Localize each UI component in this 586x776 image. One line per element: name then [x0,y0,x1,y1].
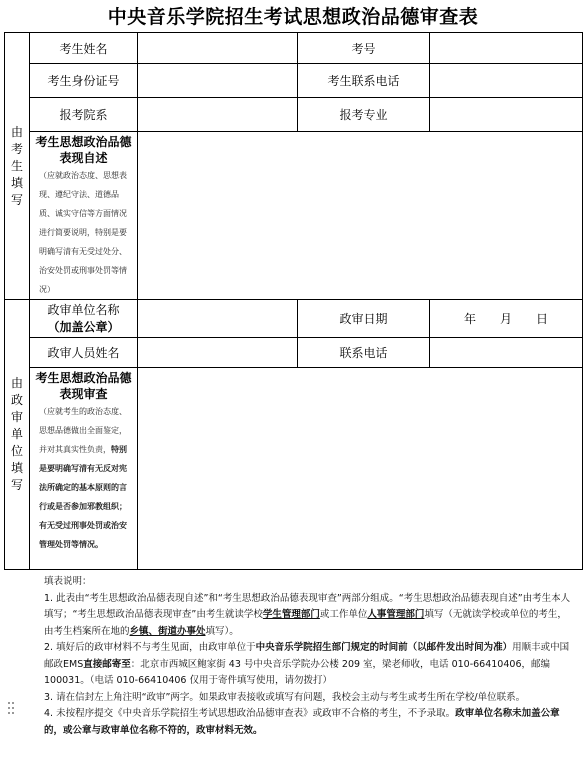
review-title: 考生思想政治品德表现审查 [35,371,132,401]
instruction-4: 4. 未按程序提交《中央音乐学院招生考试思想政治品德审查表》或政审不合格的考生，不予录取。政审单位名称未加盖公章的，或公章与政审单位名称不符的，政审材料无效。 [44,708,560,736]
dept-label: 报考院系 [30,98,138,132]
review-hint: （应就考生的政治态度、思想品德做出全面鉴定，并对其真实性负责，特别是要明确写清有无反对宪法所确定的基本原则的言行或是否参加邪教组织；有无受过刑事处罚或治安管理处罚等情况。 [39,407,127,549]
name-label: 考生姓名 [30,33,138,64]
section2-side-label: 由 政 审 单 位 填 写 [5,300,30,570]
form-title: 中央音乐学院招生考试思想政治品德审查表 [107,6,479,28]
person-field[interactable] [138,338,298,368]
review-field[interactable] [138,368,583,570]
instructions [44,574,574,739]
statement-field[interactable] [138,132,583,300]
instruction-3: 3. 请在信封左上角注明“政审”两字。如果政审表接收或填写有问题，我校会主动与考生或考生所在学校/单位联系。 [44,691,526,703]
statement-hint: （应就政治态度、思想表现、遵纪守法、道德品质、诚实守信等方面情况进行简要说明，特别是要明确写清有无受过处分、治安处罚或刑事处罚等情况） [39,171,127,294]
phone-label: 考生联系电话 [298,64,430,98]
dept-field[interactable] [138,98,298,132]
id-label: 考生身份证号 [30,64,138,98]
exam-no-label: 考号 [298,33,430,64]
review-label-cell [30,368,138,570]
exam-no-field[interactable] [430,33,583,64]
instructions-heading: 填表说明： [44,576,92,587]
unit-label-cell [30,300,138,338]
unit-field[interactable] [138,300,298,338]
unit-seal-note: （加盖公章） [47,319,120,334]
major-label: 报考专业 [298,98,430,132]
phone-field[interactable] [430,64,583,98]
contact-field[interactable] [430,338,583,368]
name-field[interactable] [138,33,298,64]
review-form-table [4,32,583,570]
id-field[interactable] [138,64,298,98]
statement-title: 考生思想政治品德表现自述 [35,135,132,165]
instruction-2: 2. 填好后的政审材料不与考生见面，由政审单位于中央音乐学院招生部门规定的时间前（以邮件发出时间为准）用顺丰或中国邮政EMS直接邮寄至：北京市西城区鲍家街 43 号中央音乐学院办公楼 209 室，梁老师收，电话 010-66410406，邮编 100031。（电话 010-66410406 仅用于寄件填写使用，请勿拨打） [44,642,570,686]
unit-label: 政审单位名称 [47,302,120,317]
date-field[interactable]: 年 月 日 [430,300,583,338]
instruction-1: 1. 此表由“考生思想政治品德表现自述”和“考生思想政治品德表现审查”两部分组成。“考生思想政治品德表现自述”由考生本人填写；“考生思想政治品德表现审查”由考生就读学校学生管理部门或工作单位人事管理部门填写（无就读学校或单位的考生，由考生档案所在地的乡镇、街道办事处填写）。 [44,592,571,637]
section1-side-label: 由 考 生 填 写 [5,33,30,300]
statement-label-cell [30,132,138,300]
contact-label: 联系电话 [298,338,430,368]
drag-handle-icon[interactable] [8,702,16,718]
major-field[interactable] [430,98,583,132]
person-label: 政审人员姓名 [30,338,138,368]
date-label: 政审日期 [298,300,430,338]
